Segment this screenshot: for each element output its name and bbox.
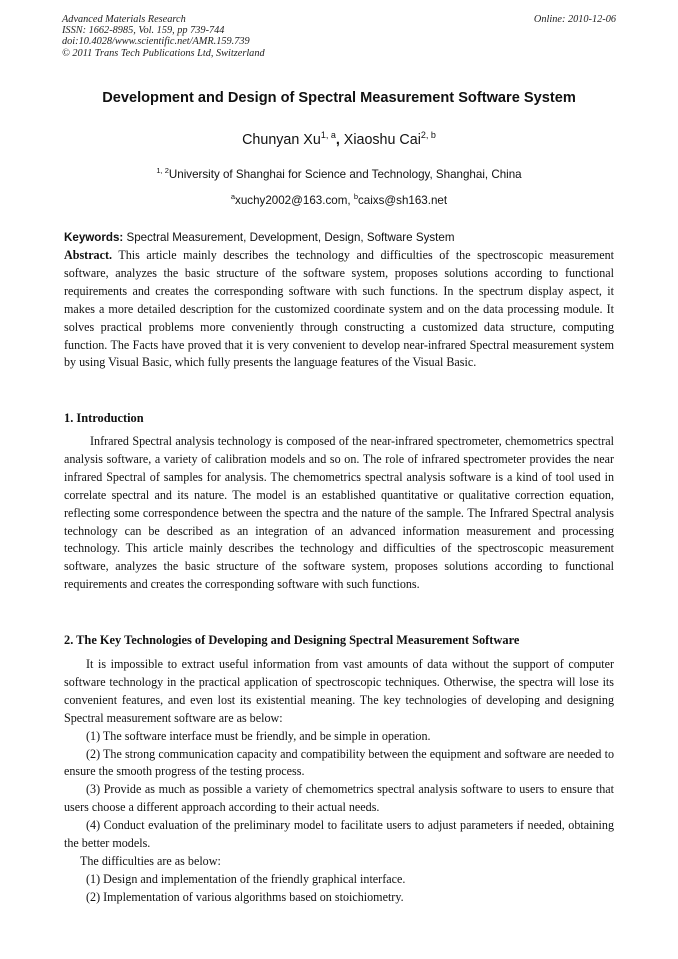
- abstract-label: Abstract.: [64, 248, 113, 262]
- journal-copyright: © 2011 Trans Tech Publications Ltd, Switzerland: [62, 47, 265, 59]
- section-2-body: [64, 656, 614, 907]
- journal-issn: ISSN: 1662-8985, Vol. 159, pp 739-744: [62, 25, 225, 37]
- author-2: Xiaoshu Cai: [343, 131, 421, 148]
- online-date: Online: 2010-12-06: [533, 14, 616, 25]
- email-1[interactable]: xuchy2002@163.com,: [235, 193, 354, 207]
- paper-title: Development and Design of Spectral Measurement Software System: [102, 90, 576, 106]
- paragraph: Infrared Spectral analysis technology is composed of the near-infrared spectrometer, chemometrics spectral analysis software, a variety of calibration models and so on. The role of infrared spectrometer provides the near infrared Spectral of samples for analysis. The chemometrics spectral analysis software is a kind of tool used in correlate spectral and its nature. The model is an established quantitative or qualitative correction equation, reflecting some correspondence between the spectra and the nature of the sample. The Infrared Spectral analysis technology can be described as an integration of an advanced information measurement and processing technology. This article mainly describes the technology and difficulties of the spectroscopic measurement software, analyzes the basic structure of the software system, proposes solutions according to functional requirements and creates the corresponding software with such functions.: [64, 434, 614, 592]
- list-item: (1) The software interface must be friendly, and be simple in operation.: [86, 728, 431, 743]
- section-2-heading: 2. The Key Technologies of Developing and Designing Spectral Measurement Software: [64, 633, 520, 647]
- list-item: (4) Conduct evaluation of the preliminary model to facilitate users to adjust parameters if needed, obtaining the better models.: [64, 818, 614, 851]
- abstract-text: This article mainly describes the technology and difficulties of the spectroscopic measurement software, analyzes the basic structure of the software system, proposes solutions according to functional requirements and creates the corresponding software with such functions. In the spectrum display aspect, it makes a more detailed description for the customized coordinate system and on the data processing module. It solves practical problems more conveniently through constructing a customized data structure, computing function. The Facts have proved that it is very convenient to develop near-infrared Spectral measurement system by using Visual Basic, which fully presents the language features of the Visual Basic.: [64, 248, 614, 370]
- emails: [0, 192, 678, 207]
- list-item: (3) Provide as much as possible a variety of chemometrics spectral analysis software to users to ensure that users choose a different approach according to their actual needs.: [64, 782, 614, 815]
- keywords: [64, 231, 616, 244]
- author-separator: ,: [335, 131, 344, 148]
- list-item: (2) Implementation of various algorithms based on stoichiometry.: [86, 889, 404, 904]
- journal-header: [62, 14, 616, 59]
- author-line: [0, 130, 678, 148]
- email-1-superscript: a: [230, 192, 236, 201]
- keywords-label: Keywords:: [64, 231, 124, 244]
- section-1-heading: 1. Introduction: [64, 411, 144, 425]
- list-item: (2) The strong communication capacity and compatibility between the equipment and software are needed to ensure the smooth progress of the testing process.: [64, 746, 614, 779]
- list-item: (1) Design and implementation of the friendly graphical interface.: [86, 871, 406, 886]
- section-1-body: [64, 433, 614, 594]
- paragraph: It is impossible to extract useful information from vast amounts of data without the support of computer software technology in the practical application of spectroscopic techniques. Otherwise, the spectra will lose its convenient features, and even lost its existential meaning. The key technologies of developing and designing Spectral measurement software are as below:: [64, 657, 614, 725]
- keywords-text: Spectral Measurement, Development, Design, Software System: [123, 231, 455, 244]
- affiliation-text: University of Shanghai for Science and Technology, Shanghai, China: [168, 167, 522, 181]
- affiliation: [0, 166, 678, 181]
- difficulties-intro: The difficulties are as below:: [80, 853, 221, 868]
- journal-name: Advanced Materials Research: [62, 14, 186, 25]
- email-2[interactable]: caixs@sh163.net: [357, 193, 448, 207]
- abstract: [64, 247, 614, 372]
- author-1-superscript: 1, a: [320, 130, 336, 140]
- author-2-superscript: 2, b: [420, 130, 436, 140]
- journal-doi: doi:10.4028/www.scientific.net/AMR.159.739: [62, 36, 250, 48]
- author-1: Chunyan Xu: [242, 131, 321, 148]
- affiliation-superscript: 1, 2: [156, 166, 169, 175]
- email-2-superscript: b: [353, 192, 358, 201]
